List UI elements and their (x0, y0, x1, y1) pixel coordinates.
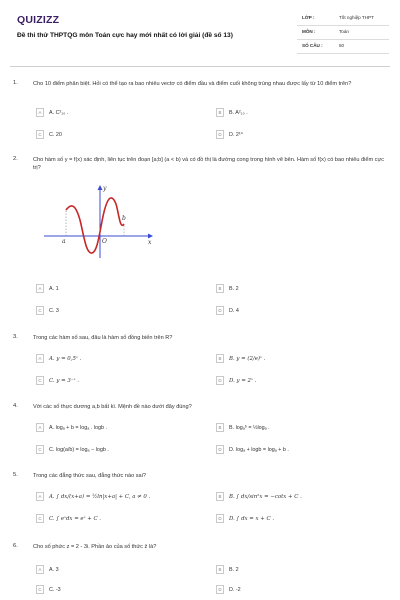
option-text: D. -2 (229, 586, 241, 593)
question-text: Cho số phức z = 2 - 3i. Phần ảo của số thức z̄ là? (33, 544, 157, 550)
label-y: y (103, 185, 107, 192)
meta-label: SỐ CÂU : (302, 43, 323, 48)
meta-value: 50 (339, 43, 345, 48)
option-letter-box: C (36, 376, 44, 385)
option-letter-box: D (216, 376, 224, 385)
option-text: C. 20 (49, 131, 62, 138)
meta-row-subject (297, 26, 389, 40)
label-a: a (62, 238, 66, 245)
function-curve (66, 198, 124, 253)
option-text: D. 4 (229, 307, 239, 314)
option-text: D. ∫ dx = x + C . (229, 515, 275, 522)
option-letter-box: A (36, 423, 44, 432)
option-letter-box: A (36, 565, 44, 574)
option-text: A. 3 (49, 566, 59, 573)
option-text: B. logₐᵇ = ½logₐ . (229, 424, 270, 431)
meta-label: LỚP : (302, 15, 315, 20)
meta-label: MÔN : (302, 29, 316, 34)
question-text: Trong các đẳng thức sau, đẳng thức nào sai? (33, 473, 147, 479)
question-number: 5. (13, 472, 18, 478)
option-letter-box: D (216, 130, 224, 139)
option-text: C. ∫ eˣdx = eˣ + C . (49, 515, 102, 522)
option-text: A. y = 0,5ˣ . (49, 355, 82, 362)
meta-value: Tốt nghiệp THPT (339, 15, 374, 20)
meta-value: Toán (339, 29, 349, 34)
option-text: C. log(a/b) = logₐ − logb . (49, 446, 109, 453)
option-letter-box: C (36, 585, 44, 594)
question-text: Trong các hàm số sau, đâu là hàm số đồng biến trên R? (33, 335, 173, 341)
option-text: C. -3 (49, 586, 61, 593)
option-text: D. y = 2ˣ . (229, 377, 257, 384)
label-origin: O (102, 238, 107, 245)
option-text: D. logₐ + logb = logₐ + b . (229, 446, 289, 453)
option-text: A. C²₁₀ . (49, 109, 69, 116)
page-header (0, 0, 400, 50)
option-text: A. ∫ dx/(x+a) = ½ln|x+a| + C, a ≠ 0 . (49, 493, 151, 500)
question-text: Cho hàm số y = f(x) xác định, liên tục trên đoạn [a;b] (a < b) và có đồ thị là đường cong trong hình vẽ bên. Hàm số f(x) có bao nhiêu điểm cực trị? (33, 157, 385, 172)
option-text: C. y = 3⁻ˣ . (49, 377, 79, 384)
meta-row-count (297, 40, 389, 54)
question-number: 2. (13, 156, 18, 162)
option-letter-box: D (216, 585, 224, 594)
option-text: A. logₐ + b = logₐ . logb . (49, 424, 107, 431)
option-letter-box: D (216, 445, 224, 454)
option-letter-box: B (216, 354, 224, 363)
header-divider (10, 66, 390, 67)
option-text: B. A²₁₀ . (229, 109, 248, 116)
option-letter-box: B (216, 423, 224, 432)
question-number: 1. (13, 80, 18, 86)
meta-row-class (297, 12, 389, 26)
question-text: Cho 10 điểm phân biệt. Hỏi có thể tạo ra bao nhiêu vectơ có điểm đầu và điểm cuối không trùng nhau được lấy từ 10 điểm trên? (33, 81, 352, 87)
option-letter-box: A (36, 108, 44, 117)
option-text: B. y = (2/e)ˣ . (229, 355, 266, 362)
function-graph (42, 180, 160, 260)
option-text: C. 3 (49, 307, 59, 314)
meta-table (297, 12, 389, 54)
option-letter-box: C (36, 130, 44, 139)
option-letter-box: C (36, 306, 44, 315)
option-letter-box: B (216, 492, 224, 501)
question-number: 6. (13, 543, 18, 549)
option-letter-box: B (216, 108, 224, 117)
option-letter-box: D (216, 514, 224, 523)
quizizz-logo: QUIZIZZ (17, 14, 60, 26)
option-letter-box: A (36, 354, 44, 363)
option-text: B. 2 (229, 566, 239, 573)
option-letter-box: B (216, 565, 224, 574)
label-b: b (122, 215, 126, 222)
question-number: 4. (13, 403, 18, 409)
option-letter-box: A (36, 492, 44, 501)
option-text: B. ∫ dx/sin²x = −cotx + C . (229, 493, 302, 500)
option-letter-box: C (36, 514, 44, 523)
option-letter-box: D (216, 306, 224, 315)
page-title: Đề thi thử THPTQG môn Toán cực hay mới nhất có lời giải (đề số 13) (17, 32, 233, 39)
option-letter-box: C (36, 445, 44, 454)
option-letter-box: A (36, 284, 44, 293)
question-text: Với các số thực dương a,b bất kì. Mệnh đề nào dưới đây đúng? (33, 404, 192, 410)
option-text: B. 2 (229, 285, 239, 292)
option-text: A. 1 (49, 285, 59, 292)
option-letter-box: B (216, 284, 224, 293)
option-text: D. 2¹⁰ (229, 131, 243, 138)
question-number: 3. (13, 334, 18, 340)
label-x: x (148, 239, 152, 246)
